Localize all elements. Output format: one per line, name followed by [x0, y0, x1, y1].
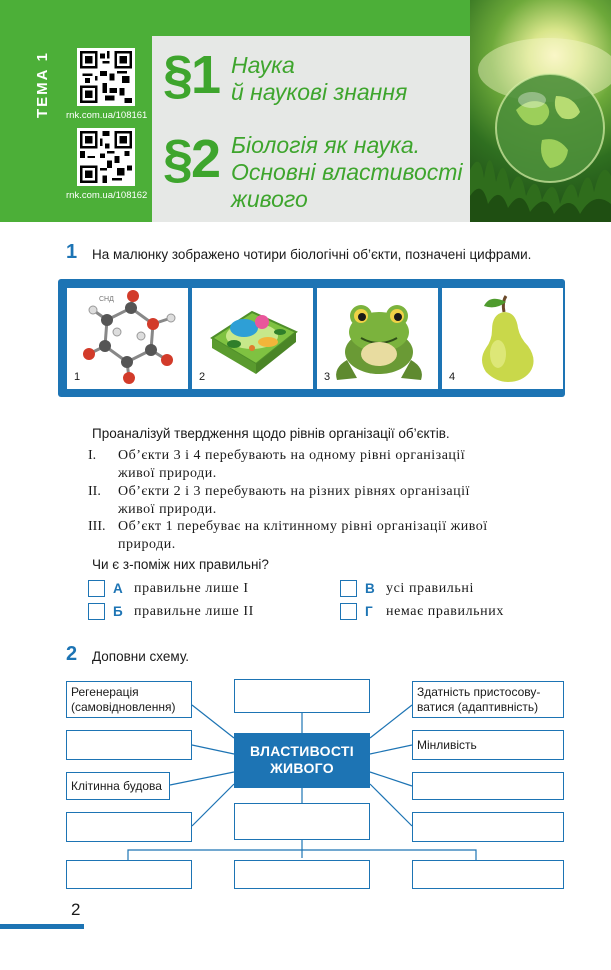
task-1-number: 1 — [66, 241, 78, 263]
theme-label: ТЕМА 1 — [34, 50, 51, 118]
answer-g-letter: Г — [365, 604, 373, 619]
statement-2-line: живої природи. — [118, 502, 217, 517]
task-1-question: Чи є з-поміж них правильні? — [92, 557, 269, 572]
section-2-title-line: живого — [231, 186, 308, 212]
scheme-center-box — [234, 733, 370, 788]
scheme-box-adaptability — [412, 681, 564, 718]
answer-b-letter: Б — [113, 604, 123, 619]
scheme-box-variability: Мінливість — [412, 730, 564, 760]
page-number: 2 — [71, 900, 81, 919]
section-2-title-line: Біологія як наука. — [231, 132, 421, 158]
object-2-number: 2 — [199, 371, 206, 383]
scheme-blank-bottom[interactable] — [234, 803, 370, 840]
task-1-analyze: Проаналізуй твердження щодо рівнів організації об’єктів. — [92, 426, 450, 441]
answer-a-text: правильне лише I — [134, 581, 249, 596]
qr-link-2[interactable]: rnk.com.ua/108162 — [66, 190, 148, 201]
section-2-number: §2 — [163, 129, 220, 189]
statement-1-roman: I. — [88, 448, 97, 463]
scheme-blank-left-2[interactable] — [66, 730, 192, 760]
scheme-blank-left-4[interactable] — [66, 812, 192, 842]
object-3-number: 3 — [324, 371, 331, 383]
molecule-tag: СНД — [99, 296, 114, 303]
task-1-intro: На малюнку зображено чотири біологічні об’єкти, позначені цифрами. — [92, 247, 532, 262]
object-1-number: 1 — [74, 371, 81, 383]
statement-1-line: живої природи. — [118, 466, 217, 481]
scheme-blank-row-5-1[interactable] — [66, 860, 192, 889]
answer-v-letter: В — [365, 581, 375, 596]
scheme-blank-row-5-3[interactable] — [412, 860, 564, 889]
answer-a-letter: А — [113, 581, 123, 596]
scheme-adaptability-line: Здатність пристосову- — [417, 685, 541, 699]
task-2-number: 2 — [66, 643, 78, 665]
scheme-adaptability-line: ватися (адаптивність) — [417, 700, 539, 714]
section-1-number: §1 — [163, 45, 220, 105]
scheme-center-line: ЖИВОГО — [270, 760, 334, 776]
scheme-regeneration-line: (самовідновлення) — [71, 700, 176, 714]
scheme-box-cellular: Клітинна будова — [66, 772, 170, 800]
footer-bar — [0, 924, 84, 929]
statement-3-line: природи. — [118, 537, 176, 552]
statement-2-line: Об’єкти 2 і 3 перебувають на різних рівнях організації — [118, 484, 470, 499]
object-4-number: 4 — [449, 371, 456, 383]
scheme-regeneration-line: Регенерація — [71, 685, 139, 699]
statement-3-line: Об’єкт 1 перебуває на клітинному рівні організації живої — [118, 519, 488, 534]
section-1-title-line: Наука — [231, 52, 295, 78]
answer-g-text: немає правильних — [386, 604, 504, 619]
answer-b-text: правильне лише II — [134, 604, 254, 619]
statement-2-roman: II. — [88, 484, 101, 499]
scheme-box-regeneration — [66, 681, 192, 718]
task-2-instruction: Доповни схему. — [92, 649, 189, 664]
answer-v-text: усі правильні — [386, 581, 474, 596]
scheme-blank-right-3[interactable] — [412, 772, 564, 800]
statement-1-line: Об’єкти 3 і 4 перебувають на одному рівні організації — [118, 448, 466, 463]
statement-3-roman: III. — [88, 519, 106, 534]
scheme-center-line: ВЛАСТИВОСТІ — [250, 743, 354, 759]
section-2-title-line: Основні властивості — [231, 159, 463, 185]
section-1-title-line: й наукові знання — [231, 79, 408, 105]
scheme-blank-right-4[interactable] — [412, 812, 564, 842]
scheme-blank-row-5-2[interactable] — [234, 860, 370, 889]
qr-link-1[interactable]: rnk.com.ua/108161 — [66, 110, 148, 121]
scheme-blank-top[interactable] — [234, 679, 370, 713]
